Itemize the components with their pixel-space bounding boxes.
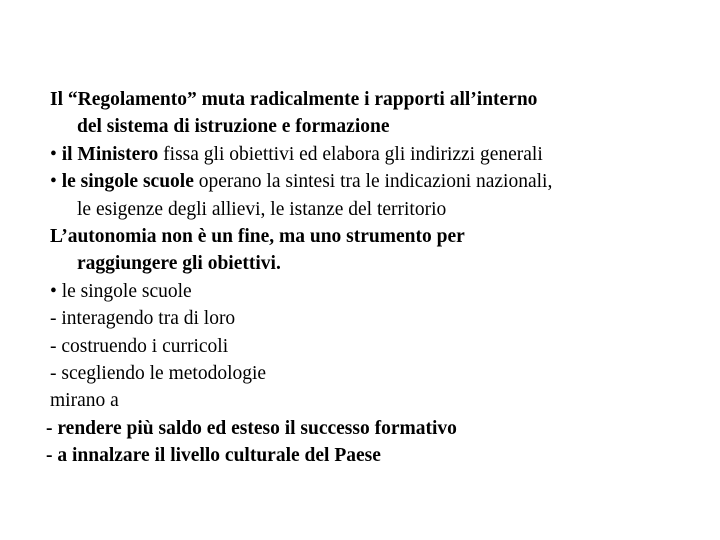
list-item-mirano: mirano a [50, 390, 119, 412]
slide-text-body [46, 86, 710, 470]
paragraph-autonomia [50, 223, 710, 278]
list-item-scegliendo: - scegliendo le metodologie [50, 363, 267, 385]
rendere-bold: - rendere più saldo ed esteso il successo formativo [46, 417, 457, 439]
list-item-singole-scuole: • le singole scuole [50, 280, 192, 302]
innalzare-bold: - a innalzare il livello culturale del Paese [46, 445, 381, 467]
paragraph-regolamento [50, 86, 710, 141]
regolamento-line-2: del sistema di istruzione e formazione [77, 116, 390, 138]
ministero-text: fissa gli obiettivi ed elabora gli indirizzi generali [158, 143, 543, 165]
singole-scuole-bold: le singole scuole [61, 171, 194, 193]
regolamento-line-1: Il “Regolamento” muta radicalmente i rapporti all’interno [50, 89, 538, 110]
autonomia-line-1: L’autonomia non è un fine, ma uno strumento per [50, 226, 465, 248]
list-item-costruendo: - costruendo i curricoli [50, 335, 229, 357]
list-item-innalzare [46, 442, 710, 469]
list-item-interagendo: - interagendo tra di loro [50, 308, 236, 330]
bullet-marker: • [50, 171, 62, 193]
list-item-rendere [46, 415, 710, 442]
singole-scuole-text: operano la sintesi tra le indicazioni nazionali, [193, 171, 553, 193]
bullet-singole-scuole [50, 168, 710, 223]
autonomia-line-2: raggiungere gli obiettivi. [77, 253, 281, 275]
ministero-bold: il Ministero [61, 143, 159, 165]
singole-scuole-line-2: le esigenze degli allievi, le istanze del territorio [77, 198, 447, 220]
bullet-marker: • [50, 143, 62, 165]
bullet-ministero [50, 141, 710, 168]
